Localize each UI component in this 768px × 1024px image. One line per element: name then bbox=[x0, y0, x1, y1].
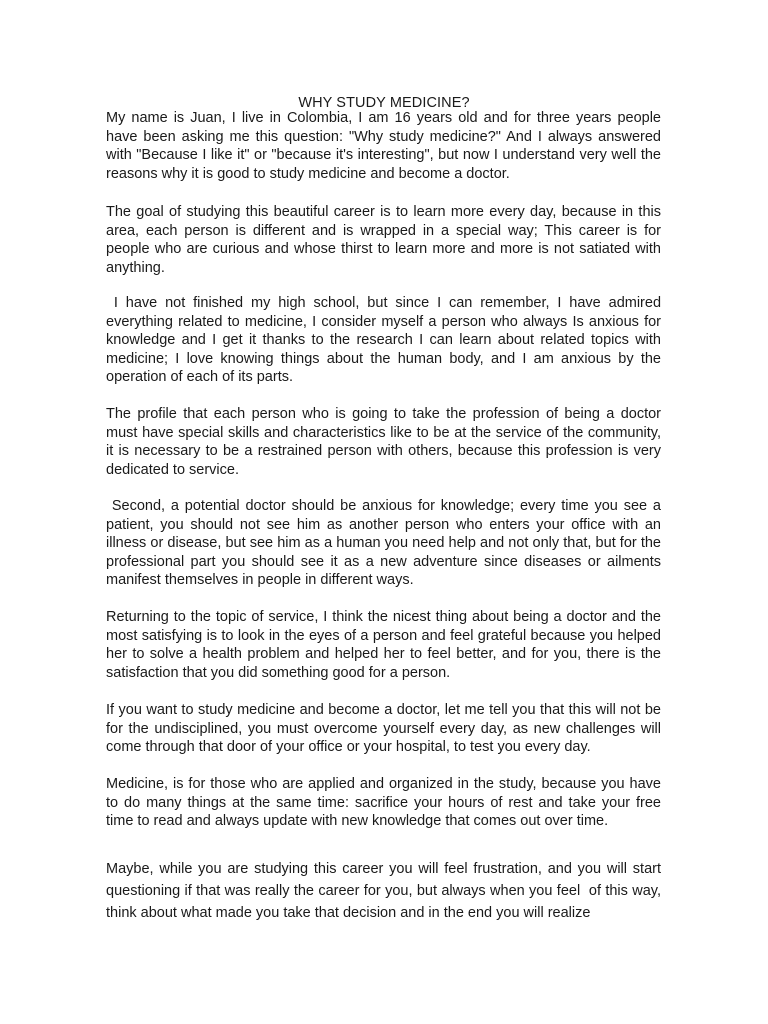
paragraph-introduction: My name is Juan, I live in Colombia, I am 16 years old and for three years people have been asking me this question: "Why study medicine?" And I always answered with "Because I like it" or "because it's interesting", but now I understand very well the reasons why it is good to study medicine and become a doctor. bbox=[106, 110, 666, 182]
paragraph-service: Returning to the topic of service, I think the nicest thing about being a doctor and the most satisfying is to look in the eyes of a person and feel grateful because you helped her to solve a health problem and helped her to feel better, and for you, there is the satisfaction that you did something good for a person. bbox=[106, 609, 666, 681]
paragraph-discipline: If you want to study medicine and become a doctor, let me tell you that this will not be for the undisciplined, you must overcome yourself every day, as new challenges will come through that door of your office or your hospital, to test you every day. bbox=[106, 702, 666, 756]
paragraph-profile: The profile that each person who is going to take the profession of being a doctor must have special skills and characteristics like to be at the service of the community, it is necessary to be a restrained person with others, because this profession is very dedicated to service. bbox=[106, 406, 666, 478]
paragraph-organization: Medicine, is for those who are applied and organized in the study, because you have to do many things at the same time: sacrifice your hours of rest and take your free time to read and always update with new knowledge that comes out over time. bbox=[106, 776, 666, 830]
paragraph-admiration: I have not finished my high school, but since I can remember, I have admired everything related to medicine, I consider myself a person who always Is anxious for knowledge and I get it thanks to the research I can learn about related topics with medicine; I love knowing things about the human body, and I am anxious by the operation of each of its parts. bbox=[106, 295, 666, 386]
paragraph-frustration: Maybe, while you are studying this career you will feel frustration, and you will start questioning if that was really the career for you, but always when you feel of this way, think about what made you take that decision and in the end you will realize bbox=[106, 861, 666, 921]
paragraph-goal: The goal of studying this beautiful career is to learn more every day, because in this area, each person is different and is wrapped in a special way; This career is for people who are curious and whose thirst to learn more and more is not satiated with anything. bbox=[106, 204, 666, 276]
paragraph-knowledge: Second, a potential doctor should be anxious for knowledge; every time you see a patient, you should not see him as another person who enters your office with an illness or disease, but see him as a human you need help and not only that, but for the professional part you should see it as a new adventure since diseases or ailments manifest themselves in people in different ways. bbox=[106, 498, 666, 589]
document-title: WHY STUDY MEDICINE? bbox=[298, 95, 470, 111]
